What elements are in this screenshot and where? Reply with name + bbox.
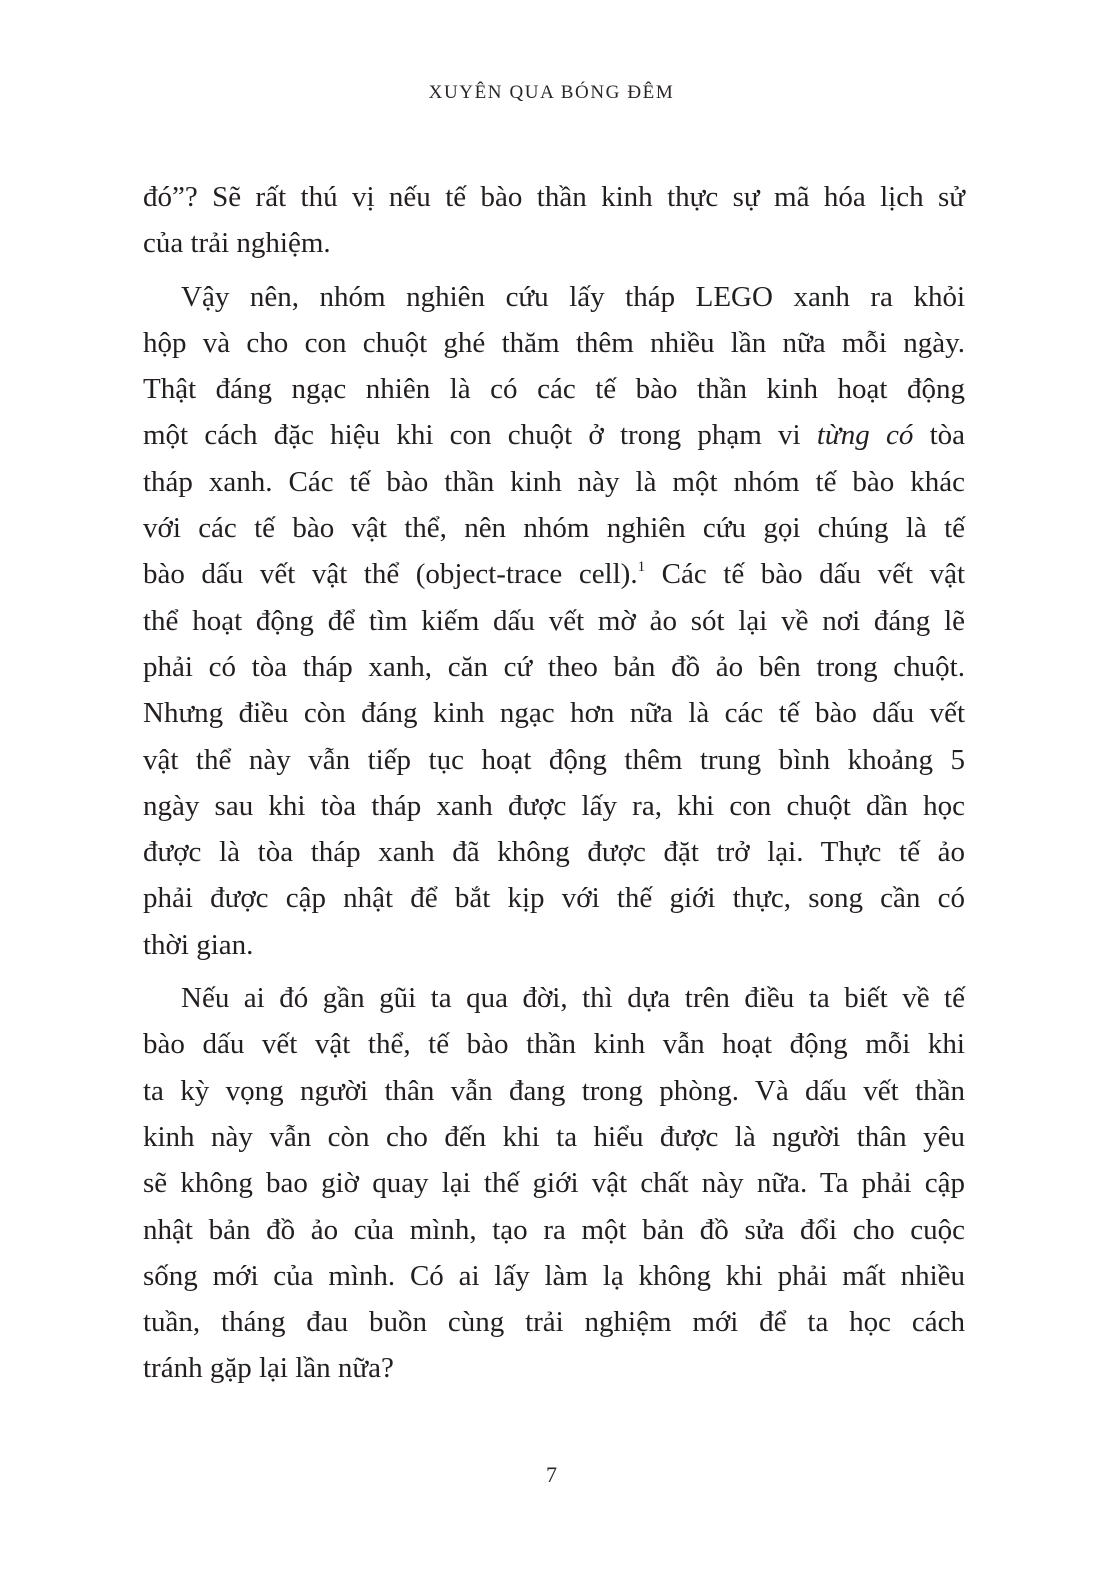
text-run: tòa [913,419,966,452]
text-line-content: sống mới của mình. Có ai lấy làm lạ không khi phải mất nhiều [143,1259,965,1292]
text-line [143,598,965,644]
text-line [143,644,965,690]
text-line-content: phải được cập nhật để bắt kịp với thế giới thực, song cần có [143,882,965,915]
text-line-content: Nhưng điều còn đáng kinh ngạc hơn nữa là các tế bào dấu vết [143,697,965,730]
text-line [143,690,965,736]
text-line [143,922,965,968]
text-line [143,1253,965,1299]
text-line [143,1160,965,1206]
paragraph-2 [143,274,965,968]
text-line [143,366,965,412]
page-number: 7 [546,1462,557,1487]
text-line-content: tuần, tháng đau buồn cùng trải nghiệm mới để ta học cách [143,1306,965,1339]
text-line-content: được là tòa tháp xanh đã không được đặt trở lại. Thực tế ảo [143,836,965,869]
text-line-content: phải có tòa tháp xanh, căn cứ theo bản đồ ảo bên trong chuột. [143,650,965,683]
text-line-content: của trải nghiệm. [143,227,331,260]
body-text [143,174,965,1392]
text-line [143,505,965,551]
text-line [143,412,965,458]
text-run: một cách đặc hiệu khi con chuột ở trong phạm vi [143,419,817,452]
text-line-content: tránh gặp lại lần nữa? [143,1352,394,1385]
text-line [143,220,965,266]
text-line [143,829,965,875]
text-line-content: Nếu ai đó gần gũi ta qua đời, thì dựa trên điều ta biết về tế [181,982,965,1015]
text-line-content: với các tế bào vật thể, nên nhóm nghiên cứu gọi chúng là tế [143,512,965,545]
footnote-reference[interactable]: 1 [637,559,646,576]
text-line-content: nhật bản đồ ảo của mình, tạo ra một bản đồ sửa đổi cho cuộc [143,1213,965,1246]
text-line [143,1299,965,1345]
text-line-content: vật thể này vẫn tiếp tục hoạt động thêm trung bình khoảng 5 [143,743,965,776]
text-line [143,875,965,921]
text-line [143,975,965,1021]
text-line-content [143,412,965,458]
text-run: bào dấu vết vật thể (object-trace cell). [143,558,638,591]
text-line [143,174,965,220]
paragraph-3 [143,975,965,1392]
text-line-content: thể hoạt động để tìm kiếm dấu vết mờ ảo sót lại về nơi đáng lẽ [143,604,965,637]
text-line-content: thời gian. [143,928,254,961]
text-line-content: sẽ không bao giờ quay lại thế giới vật chất này nữa. Ta phải cập [143,1167,965,1200]
text-line-content: đó”? Sẽ rất thú vị nếu tế bào thần kinh thực sự mã hóa lịch sử [143,181,965,213]
text-line-content: Thật đáng ngạc nhiên là có các tế bào thần kinh hoạt động [143,373,965,406]
text-line [143,320,965,366]
text-line [143,1207,965,1253]
text-line-content: ngày sau khi tòa tháp xanh được lấy ra, khi con chuột dần học [143,789,965,822]
text-run: Các tế bào dấu vết vật [645,558,965,591]
text-line [143,737,965,783]
text-line-content [143,551,965,597]
text-line [143,459,965,505]
text-line-content: bào dấu vết vật thể, tế bào thần kinh vẫn hoạt động mỗi khi [143,1028,965,1061]
text-line [143,551,965,597]
text-line-content: tháp xanh. Các tế bào thần kinh này là một nhóm tế bào khác [143,465,965,498]
text-line [143,783,965,829]
running-head: XUYÊN QUA BÓNG ĐÊM [428,82,675,103]
text-line-content: ta kỳ vọng người thân vẫn đang trong phòng. Và dấu vết thần [143,1074,965,1107]
italic-emphasis: từng có [816,419,914,452]
text-line [143,274,965,320]
text-line [143,1114,965,1160]
text-line-content: hộp và cho con chuột ghé thăm thêm nhiều lần nữa mỗi ngày. [143,326,965,359]
text-line [143,1068,965,1114]
text-line [143,1021,965,1067]
paragraph-1 [143,174,965,267]
text-line [143,1345,965,1391]
text-line-content: kinh này vẫn còn cho đến khi ta hiểu được là người thân yêu [143,1120,965,1153]
text-line-content: Vậy nên, nhóm nghiên cứu lấy tháp LEGO xanh ra khỏi [181,280,965,313]
